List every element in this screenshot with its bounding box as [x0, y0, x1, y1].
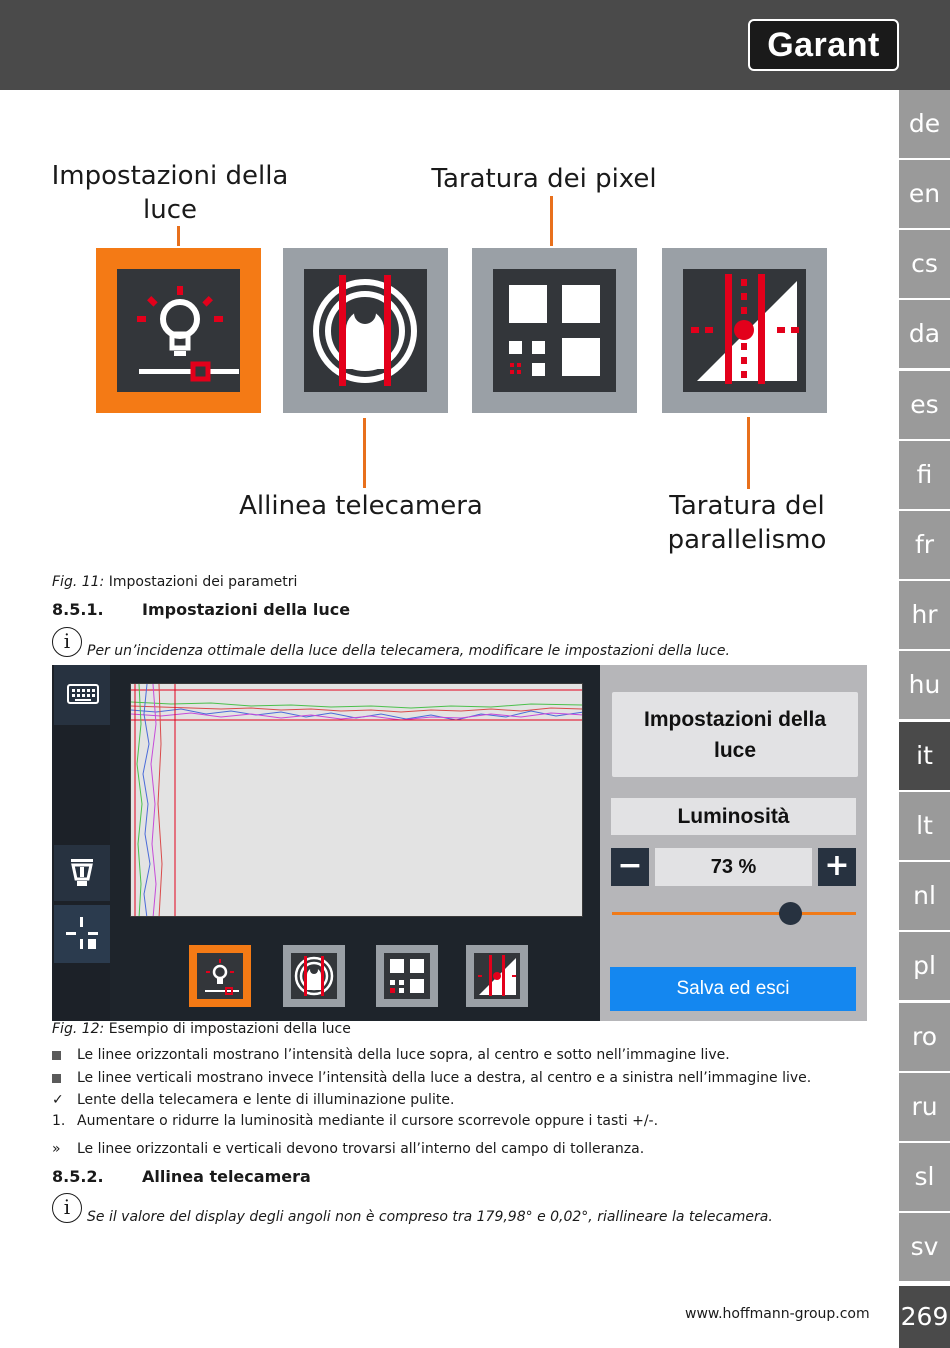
lang-tab-sl[interactable]: sl [899, 1143, 950, 1211]
figure-11-caption [52, 574, 297, 590]
camera-align-icon [304, 269, 427, 392]
leader-light-settings [177, 226, 180, 246]
list-item-text: Le linee orizzontali mostrano l’intensità della luce sopra, al centro e sotto nell’immagine live. [77, 1047, 730, 1063]
thumb-pixel-calibration[interactable] [376, 945, 438, 1007]
pixel-calibration-tile[interactable] [472, 248, 637, 413]
light-intensity-plot [131, 684, 583, 917]
bullet-square [52, 1046, 72, 1065]
callout-light-settings [40, 159, 300, 227]
thumb-align-camera[interactable] [283, 945, 345, 1007]
lang-tab-en[interactable]: en [899, 160, 950, 228]
footer-url[interactable]: www.hoffmann-group.com [685, 1306, 870, 1322]
save-and-exit-button[interactable]: Salva ed esci [610, 967, 856, 1011]
lang-tab-es[interactable]: es [899, 371, 950, 439]
figure-11-caption-label: Fig. 11: [52, 574, 105, 590]
lang-tab-sv[interactable]: sv [899, 1213, 950, 1281]
crosshair-icon [54, 905, 110, 963]
thumb-light-settings[interactable] [189, 945, 251, 1007]
lightbulb-icon [117, 269, 240, 392]
panel-title [612, 692, 858, 777]
lang-tab-hr[interactable]: hr [899, 581, 950, 649]
lang-tab-fi[interactable]: fi [899, 441, 950, 509]
lang-tab-ru[interactable]: ru [899, 1073, 950, 1141]
section-number: 8.5.1. [52, 600, 104, 619]
lang-tab-cs[interactable]: cs [899, 230, 950, 298]
lang-tab-da[interactable]: da [899, 300, 950, 368]
callout-light-settings-line1: Impostazioni della [51, 161, 289, 191]
bullet-square [52, 1069, 72, 1088]
figure-12-caption [52, 1021, 351, 1037]
section-title: Allinea telecamera [142, 1167, 311, 1186]
info-note-camera: Se il valore del display degli angoli non è compreso tra 179,98° e 0,02°, riallineare la telecamera. [87, 1209, 773, 1225]
leader-align-camera [363, 418, 366, 488]
lamp-button[interactable] [54, 845, 110, 901]
result-marker: » [52, 1141, 61, 1157]
keyboard-icon [54, 665, 110, 725]
callout-parallelism-line1: Taratura del [669, 491, 825, 521]
lang-tab-hu[interactable]: hu [899, 651, 950, 719]
pixel-grid-icon [384, 953, 430, 999]
callout-parallelism-line2: parallelismo [667, 525, 827, 555]
garant-logo: Garant [748, 19, 899, 71]
leader-parallelism [747, 417, 750, 489]
callout-align-camera: Allinea telecamera [239, 491, 483, 521]
lamp-icon [54, 845, 110, 901]
live-image-view [130, 683, 583, 917]
lang-tab-lt[interactable]: lt [899, 792, 950, 860]
align-camera-tile[interactable] [283, 248, 448, 413]
keyboard-button[interactable] [54, 665, 110, 725]
parallelism-icon [683, 269, 806, 392]
info-icon: i [52, 1193, 82, 1223]
callout-parallelism [657, 489, 837, 557]
lightbulb-icon [197, 953, 243, 999]
lang-tab-pl[interactable]: pl [899, 932, 950, 1000]
crosshair-button[interactable] [54, 905, 110, 963]
language-tabs [899, 90, 950, 1348]
list-item [52, 1140, 892, 1162]
brightness-label: Luminosità [611, 798, 856, 835]
settings-panel [600, 665, 867, 1021]
callout-pixel-calibration: Taratura dei pixel [431, 164, 657, 194]
section-title: Impostazioni della luce [142, 600, 351, 619]
page-number: 269 [899, 1286, 950, 1348]
list-item-text: Aumentare o ridurre la luminosità mediante il cursore scorrevole oppure i tasti +/-. [77, 1113, 659, 1129]
callout-light-settings-line2: luce [143, 195, 197, 225]
figure-12-caption-text: Esempio di impostazioni della luce [108, 1021, 351, 1037]
brightness-slider-handle[interactable] [779, 902, 802, 925]
panel-title-line1: Impostazioni della [643, 708, 827, 731]
page-header [0, 0, 950, 90]
decrease-button[interactable]: − [611, 848, 649, 886]
brightness-slider-track[interactable] [612, 912, 856, 915]
lang-tab-it[interactable]: it [899, 722, 950, 790]
lang-tab-ro[interactable]: ro [899, 1003, 950, 1071]
figure-12-caption-label: Fig. 12: [52, 1021, 105, 1037]
light-settings-tile[interactable] [96, 248, 261, 413]
light-settings-screenshot [52, 665, 867, 1021]
checkmark-icon: ✓ [52, 1092, 64, 1108]
parallelism-icon [474, 953, 520, 999]
leader-pixel-calibration [550, 196, 553, 246]
list-item-text: Le linee orizzontali e verticali devono trovarsi all’interno del campo di tolleranza. [77, 1141, 645, 1157]
list-item-text: Lente della telecamera e lente di illuminazione pulite. [77, 1092, 455, 1108]
list-item [52, 1046, 892, 1068]
list-item [52, 1091, 892, 1113]
brightness-value: 73 % [655, 848, 812, 886]
pixel-grid-icon [493, 269, 616, 392]
section-heading-8-5-2 [52, 1167, 552, 1189]
section-number: 8.5.2. [52, 1167, 104, 1186]
list-item-text: Le linee verticali mostrano invece l’intensità della luce a destra, al centro e a sinistra nell’immagine live. [77, 1070, 812, 1086]
camera-align-icon [291, 953, 337, 999]
side-toolbar [52, 665, 110, 1021]
lang-tab-fr[interactable]: fr [899, 511, 950, 579]
section-heading-8-5-1 [52, 600, 552, 622]
lang-tab-de[interactable]: de [899, 90, 950, 158]
list-item [52, 1112, 892, 1134]
figure-11-caption-text: Impostazioni dei parametri [108, 574, 298, 590]
lang-tab-nl[interactable]: nl [899, 862, 950, 930]
info-icon: i [52, 627, 82, 657]
panel-title-line2: luce [713, 739, 757, 762]
parallelism-tile[interactable] [662, 248, 827, 413]
list-item [52, 1069, 892, 1091]
thumb-parallelism[interactable] [466, 945, 528, 1007]
info-note-light: Per un’incidenza ottimale della luce della telecamera, modificare le impostazioni della luce. [87, 643, 730, 659]
increase-button[interactable]: + [818, 848, 856, 886]
step-number: 1. [52, 1113, 66, 1129]
